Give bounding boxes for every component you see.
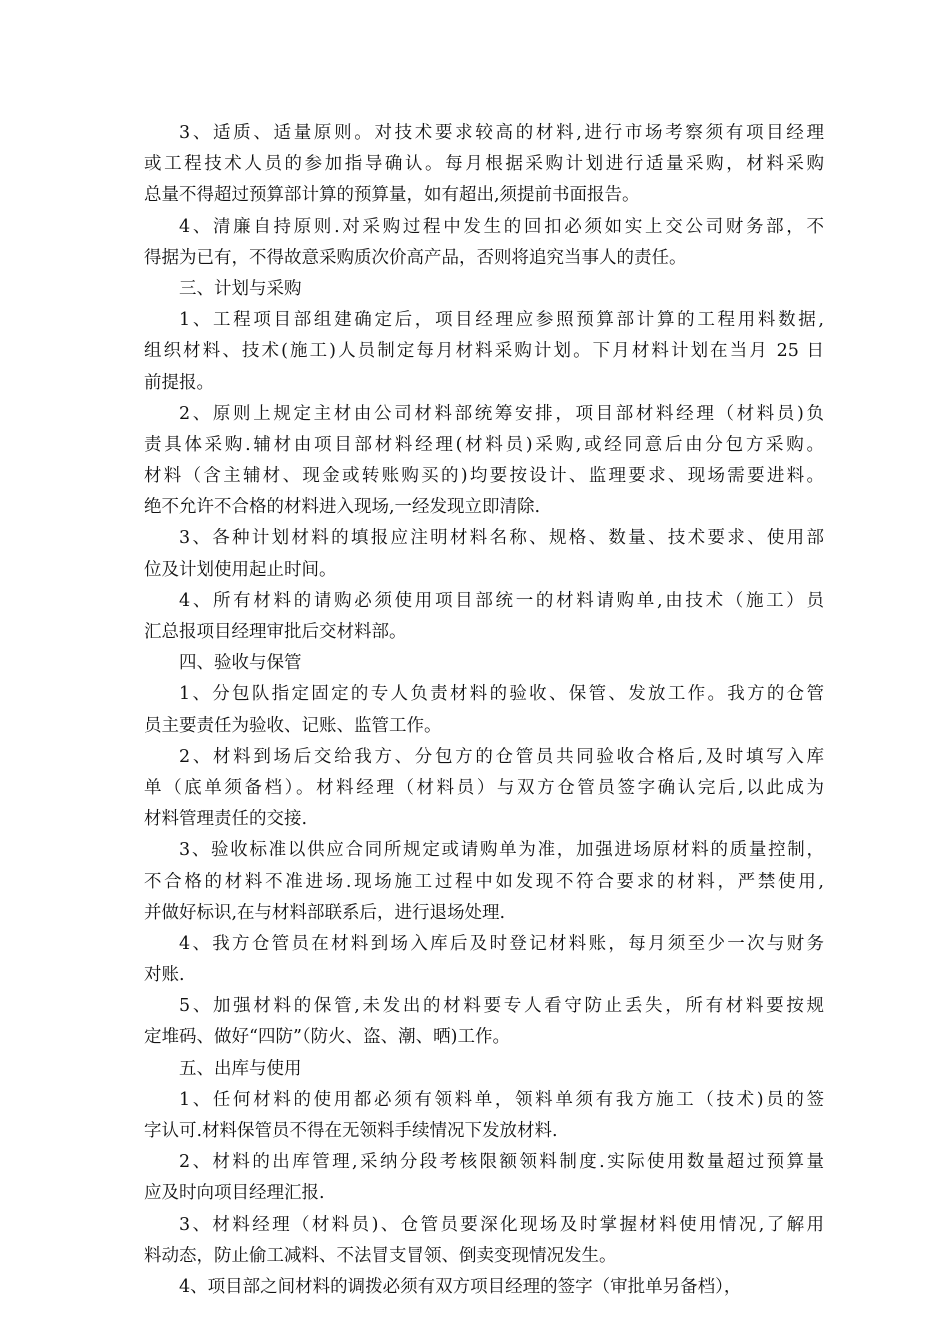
paragraph (144, 1210, 824, 1272)
paragraph-line: 3、各种计划材料的填报应注明材料名称、规格、数量、技术要求、使用部 (179, 528, 824, 549)
paragraph (144, 523, 824, 585)
paragraph (144, 1147, 824, 1209)
paragraph-line: 前提报。 (144, 372, 214, 393)
paragraph (144, 991, 824, 1053)
paragraph-line: 并做好标识,在与材料部联系后，进行退场处理. (144, 902, 506, 923)
paragraph-line: 5、加强材料的保管,未发出的材料要专人看守防止丢失，所有材料要按规 (179, 996, 824, 1017)
paragraph-line: 3、适质、适量原则。对技术要求较高的材料,进行市场考察须有项目经理 (179, 123, 824, 143)
paragraph-line: 组织材料、技术(施工)人员制定每月材料采购计划。下月材料计划在当月 25 日 (144, 341, 824, 362)
paragraph-line: 4、我方仓管员在材料到场入库后及时登记材料账，每月须至少一次与财务 (179, 933, 824, 954)
paragraph-line: 责具体采购.辅材由项目部材料经理(材料员)采购,或经同意后由分包方采购。 (144, 434, 824, 455)
paragraph-line: 位及计划使用起止时间。 (144, 559, 337, 580)
paragraph-line: 料动态，防止偷工减料、不法冒支冒领、倒卖变现情况发生。 (144, 1245, 617, 1266)
section-heading: 三、计划与采购 (179, 278, 302, 299)
paragraph-line: 应及时向项目经理汇报. (144, 1183, 325, 1204)
paragraph-line: 1、分包队指定固定的专人负责材料的验收、保管、发放工作。我方的仓管 (179, 684, 824, 705)
paragraph (144, 399, 824, 524)
paragraph-line: 1、任何材料的使用都必须有领料单，领料单须有我方施工（技术)员的签 (179, 1089, 824, 1110)
paragraph-line: 材料管理责任的交接. (144, 809, 308, 830)
section-heading: 五、出库与使用 (179, 1058, 302, 1079)
paragraph (144, 118, 824, 212)
paragraph (144, 586, 824, 648)
paragraph (144, 212, 824, 274)
paragraph-line: 员主要责任为验收、记账、监管工作。 (144, 715, 442, 736)
paragraph (144, 1272, 824, 1303)
paragraph-line: 2、材料到场后交给我方、分包方的仓管员共同验收合格后,及时填写入库 (179, 746, 824, 767)
paragraph-line: 总量不得超过预算部计算的预算量，如有超出,须提前书面报告。 (144, 185, 640, 206)
paragraph-line: 得据为已有，不得故意采购质次价高产品，否则将追究当事人的责任。 (144, 247, 687, 268)
paragraph (144, 305, 824, 399)
paragraph-line: 2、原则上规定主材由公司材料部统筹安排，项目部材料经理（材料员)负 (179, 403, 824, 424)
document-page (144, 118, 824, 1303)
paragraph (144, 835, 824, 929)
paragraph (144, 1085, 824, 1147)
paragraph-line: 对账. (144, 965, 185, 986)
paragraph-line: 或工程技术人员的参加指导确认。每月根据采购计划进行适量采购，材料采购 (144, 154, 824, 175)
paragraph-line: 不合格的材料不准进场.现场施工过程中如发现不符合要求的材料，严禁使用, (144, 871, 824, 892)
paragraph (144, 679, 824, 741)
paragraph-line: 2、材料的出库管理,采纳分段考核限额领料制度.实际使用数量超过预算量 (179, 1152, 824, 1173)
paragraph-line: 1、工程项目部组建确定后，项目经理应参照预算部计算的工程用料数据, (179, 310, 824, 331)
paragraph-line: 字认可.材料保管员不得在无领料手续情况下发放材料. (144, 1121, 558, 1141)
paragraph (144, 742, 824, 836)
paragraph (144, 929, 824, 991)
paragraph-line: 定堆码、做好“四防”（防火、盗、潮、晒)工作。 (144, 1027, 510, 1048)
paragraph-line: 4、所有材料的请购必须使用项目部统一的材料请购单,由技术（施工）员 (179, 590, 824, 611)
paragraph-line: 材料（含主辅材、现金或转账购买的)均要按设计、监理要求、现场需要进料。 (144, 466, 824, 487)
paragraph-line: 汇总报项目经理审批后交材料部。 (144, 622, 407, 642)
paragraph-line: 单（底单须备档）。材料经理（材料员）与双方仓管员签字确认完后,以此成为 (144, 777, 824, 798)
paragraph-line: 4、项目部之间材料的调拨必须有双方项目经理的签字（审批单另备档）， (179, 1276, 742, 1297)
paragraph-line: 4、清廉自持原则.对采购过程中发生的回扣必须如实上交公司财务部，不 (179, 216, 824, 237)
paragraph-line: 绝不允许不合格的材料进入现场,一经发现立即清除. (144, 497, 541, 518)
paragraph-line: 3、材料经理（材料员)、仓管员要深化现场及时掌握材料使用情况,了解用 (179, 1214, 824, 1235)
paragraph-line: 3、验收标准以供应合同所规定或请购单为准，加强进场原材料的质量控制， (179, 840, 824, 861)
section-heading: 四、验收与保管 (179, 653, 302, 674)
